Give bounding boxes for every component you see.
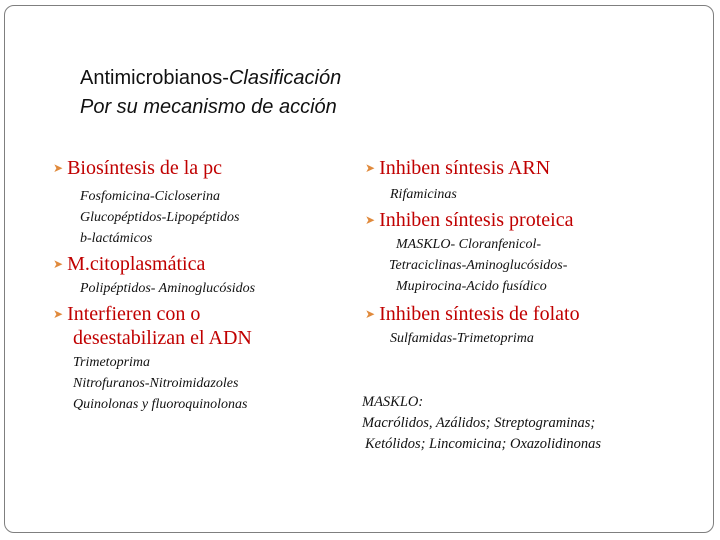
list-item: MASKLO- Cloranfenicol- — [396, 237, 542, 252]
list-item: b-lactámicos — [80, 231, 153, 246]
heading-arn — [365, 156, 550, 180]
title-line-2: Por su mecanismo de acción — [80, 96, 337, 118]
list-adn — [73, 352, 248, 415]
note-line: MASKLO: — [362, 394, 424, 410]
title-italic: Clasificación — [228, 67, 342, 89]
note-line: Ketólidos; Lincomicina; Oxazolidinonas — [365, 436, 602, 452]
list-folato — [390, 328, 534, 349]
heading-biosintesis-pc — [53, 156, 222, 180]
bullet-arrow-icon: ➤ — [53, 257, 64, 271]
heading-folato — [365, 302, 580, 326]
heading-text: Inhiben síntesis proteica — [379, 209, 574, 231]
list-item: Glucopéptidos-Lipopéptidos — [80, 210, 240, 225]
list-item: Nitrofuranos-Nitroimidazoles — [73, 376, 239, 391]
heading-adn-line-2: desestabilizan el ADN — [73, 327, 252, 349]
heading-m-citoplasmatica — [53, 252, 205, 276]
list-biosintesis-pc — [80, 186, 239, 249]
list-item: Mupirocina-Acido fusídico — [396, 279, 547, 294]
heading-text: Inhiben síntesis de folato — [379, 303, 580, 325]
slide-frame — [4, 5, 714, 533]
bullet-arrow-icon: ➤ — [53, 307, 64, 321]
bullet-arrow-icon: ➤ — [53, 161, 64, 175]
list-arn — [390, 184, 457, 205]
heading-text: Interfieren con o — [67, 303, 201, 325]
bullet-arrow-icon: ➤ — [365, 213, 376, 227]
bullet-arrow-icon: ➤ — [365, 307, 376, 321]
list-proteica — [389, 234, 568, 297]
heading-proteica — [365, 208, 573, 232]
heading-text: Inhiben síntesis ARN — [379, 157, 551, 179]
heading-text: M.citoplasmática — [67, 253, 206, 275]
note-line: Macrólidos, Azálidos; Streptograminas; — [362, 415, 596, 431]
list-item: Fosfomicina-Cicloserina — [80, 189, 220, 204]
masklo-note — [362, 392, 601, 455]
list-item: Trimetoprima — [73, 355, 151, 370]
title-main: Antimicrobianos- — [80, 67, 229, 89]
title-line-1 — [80, 67, 341, 90]
list-item: Polipéptidos- Aminoglucósidos — [80, 281, 256, 296]
bullet-arrow-icon: ➤ — [365, 161, 376, 175]
list-item: Quinolonas y fluoroquinolonas — [73, 397, 248, 412]
list-item: Sulfamidas-Trimetoprima — [390, 331, 534, 346]
heading-text: Biosíntesis de la pc — [67, 157, 223, 179]
list-m-citoplasmatica — [80, 278, 255, 299]
heading-adn — [53, 302, 200, 326]
list-item: Tetraciclinas-Aminoglucósidos- — [389, 258, 568, 273]
list-item: Rifamicinas — [390, 187, 457, 202]
